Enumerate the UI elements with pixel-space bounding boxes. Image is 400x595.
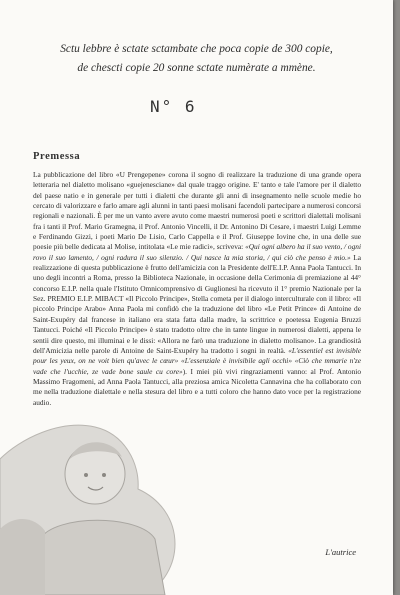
paragraph-1: La pubblicazione del libro «U Prengepene» corona il sogno di realizzare la traduzione di una grande opera letteraria nel dialetto molisano «guejenesciane» dal quale traggo origine. E' tanto e tale l'amore per il dialetto del paese natio e in generale per tutti i dialetti che durante gli anni di insegnamento nelle scuole medie ho cercato di valorizzare e farlo amare agli alunni in tanti paesi molisani facendoli partecipare a numerosi concorsi regionali e nazionali. È per me un vanto avere avuto come maestri numerosi poeti e scrittori dialettali molisani fra i tanti il Prof. Mario Gramegna, il Prof. Antonio Vincelli, il Dr. Antonino Di Cesare, i maestri Luigi Lemme e Ferdinando Gizzi, i poeti Mario De Lisio, Carlo Cappella e il Prof. Giuseppe Iovine che, in una delle sue poesie più belle dedicata al Molise, intitolata «Le mie radici», scriveva:: [33, 170, 361, 252]
handwritten-copy-number: N° 6: [150, 97, 197, 116]
saint-exupery-quote: «L'essentiel est invisible pour les yeux, on ne voit bien qu'avec le cœur» «L'essenziale è invisibile agli occhi» «Ciò che mmarie n'ze vade che l'ucchie, ze vade bone saule cu core»: [33, 345, 361, 376]
poem-quote: «Qui ogni albero ha il suo vento, / ogni rovo il suo lamento, / ogni radura il suo silenzio. / Qui nasce la mia storia, / qui ciò che penso è mio.»: [33, 242, 361, 262]
author-signature: L'autrice: [325, 547, 356, 557]
colophon-line-1: Sctu lebbre è sctate sctambate che poca copie de 300 copie,: [60, 43, 333, 55]
little-prince-figure-icon: [0, 419, 200, 595]
section-heading: Premessa: [33, 151, 81, 162]
paragraph-2: La realizzazione di questa pubblicazione è frutto dell'amicizia con la Presidente dell'E.I.P. Anna Paola Tantucci. In uno degli incontri a Roma, presso la Biblioteca Nazionale, in occasione della Cerimonia di premiazione al 44° concorso E.I.P. nella quale l'Istituto Omnicomprensivo di Guglionesi ha ricevuto il 1° premio Nazionale per la Sez. PREMIO E.I.P. MIBACT «Il Piccolo Principe», Stella cometa per il dialogo interculturale con il libro: «Il piccolo Principe Arabo» Anna Paola mi confidò che la traduzione del libro «Le Petit Prince» di Antoine de Saint-Exupéry dal francese in italiano era stata fatta dalla madre, la scrittrice e poetessa Eugenia Bruzzi Tantucci. Poiché «Il Piccolo Principe» è stato tradotto oltre che in tante lingue in numerosi dialetti, appena le sentii dire questo, mi illuminai e le dissi: «Allora ne farò una traduzione in dialetto molisano». La grandiosità dell'Amicizia nelle parole di Antoine de Saint-Exupéry ha tradotto i sogni in realtà.: [33, 252, 361, 355]
body-text: [33, 170, 361, 408]
colophon-line-2: de chescti copie 20 sonne sctate numèrate a mmène.: [77, 62, 316, 74]
colophon: [30, 40, 363, 78]
paragraph-3: ). I miei più vivi ringraziamenti vanno: al Prof. Antonio Massimo Fragomeni, ad Anna Paola Tantucci, alla preziosa amica Nicoletta Cannavina che ha collaborato con me nella traduzione dialettale e nella stesura del libro e a tutti coloro che hanno dato voce per la registrazione audio.: [33, 366, 361, 407]
